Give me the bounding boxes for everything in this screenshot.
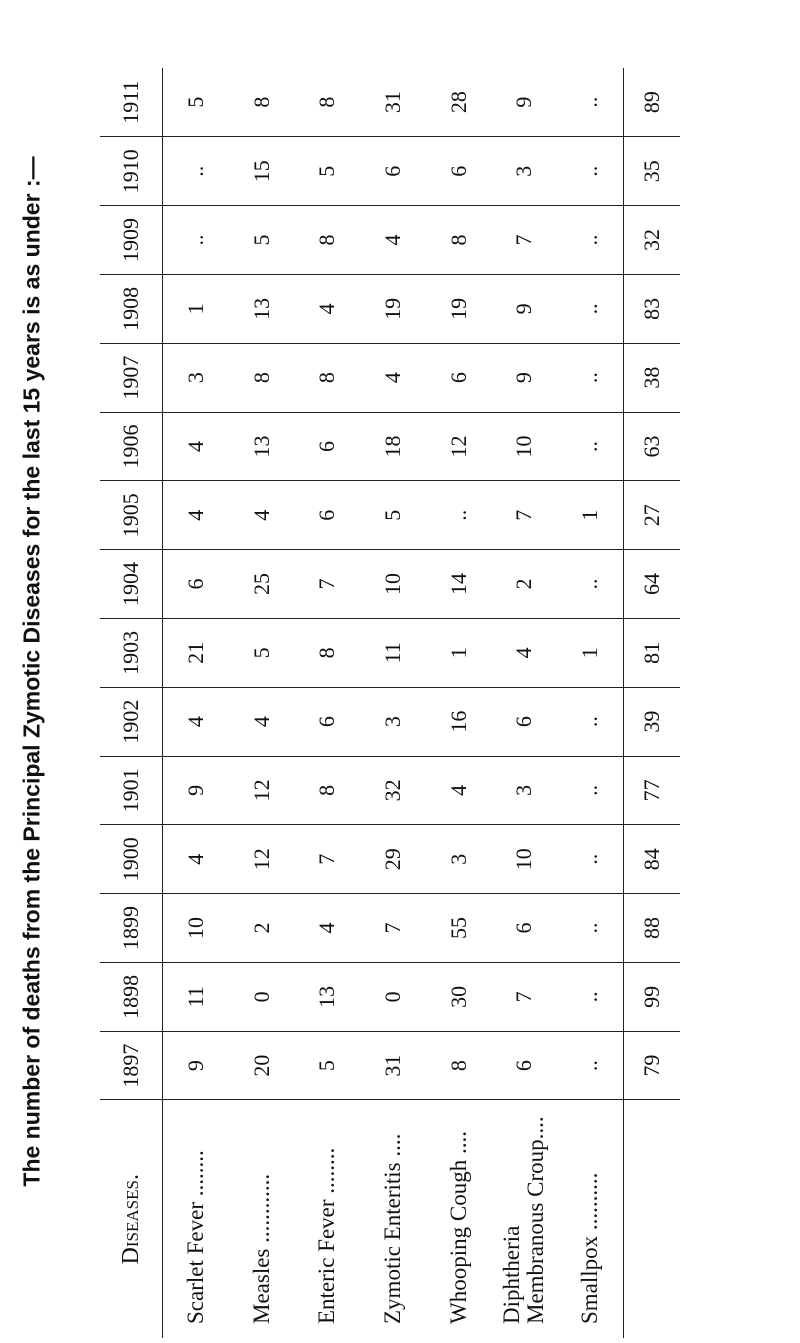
disease-label: Measles ............ xyxy=(248,1173,274,1324)
death-count: 3 xyxy=(163,343,229,412)
death-count: 6 xyxy=(426,343,492,412)
death-count: 6 xyxy=(294,412,360,481)
death-count: 6 xyxy=(492,894,558,963)
death-count: 8 xyxy=(294,343,360,412)
death-count: 9 xyxy=(163,756,229,825)
disease-label-line2: Membranous Croup.... xyxy=(523,1116,549,1324)
death-count: 5 xyxy=(229,618,295,687)
table-row xyxy=(163,68,229,1338)
death-count: 25 xyxy=(229,550,295,619)
zymotic-deaths-table-sheet xyxy=(100,68,680,1338)
death-count: 6 xyxy=(426,137,492,206)
death-count: 8 xyxy=(426,1031,492,1100)
year-header: 1911 xyxy=(100,68,163,137)
death-count: 1 xyxy=(557,481,623,550)
death-count: .. xyxy=(557,894,623,963)
death-count: 3 xyxy=(492,137,558,206)
table-row xyxy=(492,68,558,1338)
death-count: 4 xyxy=(294,894,360,963)
death-count: .. xyxy=(557,962,623,1031)
death-count: 5 xyxy=(163,68,229,137)
death-count: 1 xyxy=(163,274,229,343)
year-header: 1900 xyxy=(100,825,163,894)
year-total: 77 xyxy=(624,756,681,825)
death-count: 19 xyxy=(426,274,492,343)
death-count: 9 xyxy=(163,1031,229,1100)
death-count: 6 xyxy=(360,137,426,206)
year-header: 1901 xyxy=(100,756,163,825)
death-count: 9 xyxy=(492,68,558,137)
death-count: 13 xyxy=(229,274,295,343)
disease-label-line1: Diphtheria xyxy=(499,1225,525,1324)
death-count: 3 xyxy=(426,825,492,894)
year-header: 1904 xyxy=(100,550,163,619)
death-count: 20 xyxy=(229,1031,295,1100)
death-count: 11 xyxy=(360,618,426,687)
death-count: 1 xyxy=(426,618,492,687)
death-count: 13 xyxy=(294,962,360,1031)
year-total: 84 xyxy=(624,825,681,894)
death-count: .. xyxy=(557,412,623,481)
death-count: 21 xyxy=(163,618,229,687)
death-count: 6 xyxy=(492,687,558,756)
header-row xyxy=(100,68,163,1338)
death-count: .. xyxy=(163,206,229,275)
death-count: 9 xyxy=(492,274,558,343)
death-count: .. xyxy=(557,550,623,619)
death-count: 12 xyxy=(229,825,295,894)
death-count: .. xyxy=(557,687,623,756)
death-count: 4 xyxy=(163,412,229,481)
death-count: 1 xyxy=(557,618,623,687)
totals-row xyxy=(624,68,681,1338)
death-count: 10 xyxy=(492,825,558,894)
death-count: 7 xyxy=(492,481,558,550)
death-count: 14 xyxy=(426,550,492,619)
death-count: 32 xyxy=(360,756,426,825)
death-count: 7 xyxy=(294,825,360,894)
death-count: 55 xyxy=(426,894,492,963)
death-count: 8 xyxy=(294,206,360,275)
death-count: .. xyxy=(557,274,623,343)
year-total: 27 xyxy=(624,481,681,550)
year-header: 1906 xyxy=(100,412,163,481)
year-total: 64 xyxy=(624,550,681,619)
death-count: .. xyxy=(557,825,623,894)
death-count: .. xyxy=(557,137,623,206)
diseases-header: Diseases. xyxy=(100,1100,163,1338)
death-count: .. xyxy=(557,756,623,825)
death-count: .. xyxy=(557,1031,623,1100)
death-count: 4 xyxy=(163,687,229,756)
death-count: 28 xyxy=(426,68,492,137)
table-row xyxy=(557,68,623,1338)
death-count: 6 xyxy=(294,687,360,756)
death-count: 4 xyxy=(163,481,229,550)
death-count: 19 xyxy=(360,274,426,343)
death-count: 4 xyxy=(360,206,426,275)
year-total: 63 xyxy=(624,412,681,481)
year-total: 32 xyxy=(624,206,681,275)
death-count: 8 xyxy=(426,206,492,275)
death-count: .. xyxy=(426,481,492,550)
death-count: 12 xyxy=(426,412,492,481)
year-header: 1897 xyxy=(100,1031,163,1100)
death-count: 2 xyxy=(492,550,558,619)
death-count: 10 xyxy=(492,412,558,481)
year-total: 35 xyxy=(624,137,681,206)
death-count: 4 xyxy=(360,343,426,412)
year-total: 39 xyxy=(624,687,681,756)
death-count: 4 xyxy=(492,618,558,687)
death-count: 3 xyxy=(360,687,426,756)
death-count: 9 xyxy=(492,343,558,412)
death-count: .. xyxy=(163,137,229,206)
death-count: 0 xyxy=(229,962,295,1031)
death-count: 8 xyxy=(229,343,295,412)
disease-label: Smallpox .......... xyxy=(577,1172,603,1324)
death-count: 8 xyxy=(294,68,360,137)
disease-label xyxy=(492,1100,558,1338)
page-title xyxy=(6,0,58,1343)
death-count: 6 xyxy=(492,1031,558,1100)
death-count: 31 xyxy=(360,68,426,137)
year-header: 1908 xyxy=(100,274,163,343)
death-count: 8 xyxy=(294,756,360,825)
death-count: 8 xyxy=(229,68,295,137)
death-count: .. xyxy=(557,68,623,137)
year-total: 88 xyxy=(624,894,681,963)
death-count: 15 xyxy=(229,137,295,206)
death-count: 4 xyxy=(229,481,295,550)
year-total: 81 xyxy=(624,618,681,687)
death-count: 0 xyxy=(360,962,426,1031)
table-row xyxy=(426,68,492,1338)
year-total: 79 xyxy=(624,1031,681,1100)
death-count: 13 xyxy=(229,412,295,481)
death-count: 3 xyxy=(492,756,558,825)
disease-label: Enteric Fever ........ xyxy=(314,1147,340,1324)
year-header: 1909 xyxy=(100,206,163,275)
title-text: The number of deaths from the Principal Zymotic Diseases for the last 15 years is as under :— xyxy=(18,156,45,1187)
death-count: 29 xyxy=(360,825,426,894)
year-total: 89 xyxy=(624,68,681,137)
death-count: 12 xyxy=(229,756,295,825)
year-total: 38 xyxy=(624,343,681,412)
year-total: 99 xyxy=(624,962,681,1031)
year-header: 1910 xyxy=(100,137,163,206)
table-row xyxy=(360,68,426,1338)
year-header: 1899 xyxy=(100,894,163,963)
death-count: 30 xyxy=(426,962,492,1031)
death-count: 8 xyxy=(294,618,360,687)
death-count: 7 xyxy=(492,962,558,1031)
death-count: 5 xyxy=(294,137,360,206)
death-count: 10 xyxy=(360,550,426,619)
death-count: 4 xyxy=(294,274,360,343)
totals-label-cell xyxy=(624,1100,681,1338)
year-header: 1905 xyxy=(100,481,163,550)
death-count: 5 xyxy=(229,206,295,275)
death-count: .. xyxy=(557,343,623,412)
death-count: 5 xyxy=(360,481,426,550)
disease-label: Zymotic Enteritis .... xyxy=(379,1133,405,1324)
death-count: 16 xyxy=(426,687,492,756)
death-count: 7 xyxy=(294,550,360,619)
death-count: 6 xyxy=(163,550,229,619)
zymotic-deaths-table xyxy=(100,68,680,1338)
death-count: 18 xyxy=(360,412,426,481)
death-count: 4 xyxy=(426,756,492,825)
death-count: 7 xyxy=(492,206,558,275)
year-header: 1898 xyxy=(100,962,163,1031)
death-count: 10 xyxy=(163,894,229,963)
death-count: 2 xyxy=(229,894,295,963)
table-row xyxy=(229,68,295,1338)
death-count: 4 xyxy=(163,825,229,894)
death-count: 6 xyxy=(294,481,360,550)
year-header: 1907 xyxy=(100,343,163,412)
death-count: 7 xyxy=(360,894,426,963)
death-count: 4 xyxy=(229,687,295,756)
disease-label: Whooping Cough .... xyxy=(445,1131,471,1324)
year-total: 83 xyxy=(624,274,681,343)
table-row xyxy=(294,68,360,1338)
year-header: 1902 xyxy=(100,687,163,756)
death-count: 5 xyxy=(294,1031,360,1100)
death-count: 31 xyxy=(360,1031,426,1100)
death-count: 11 xyxy=(163,962,229,1031)
year-header: 1903 xyxy=(100,618,163,687)
death-count: .. xyxy=(557,206,623,275)
disease-label: Scarlet Fever ........ xyxy=(182,1150,208,1324)
